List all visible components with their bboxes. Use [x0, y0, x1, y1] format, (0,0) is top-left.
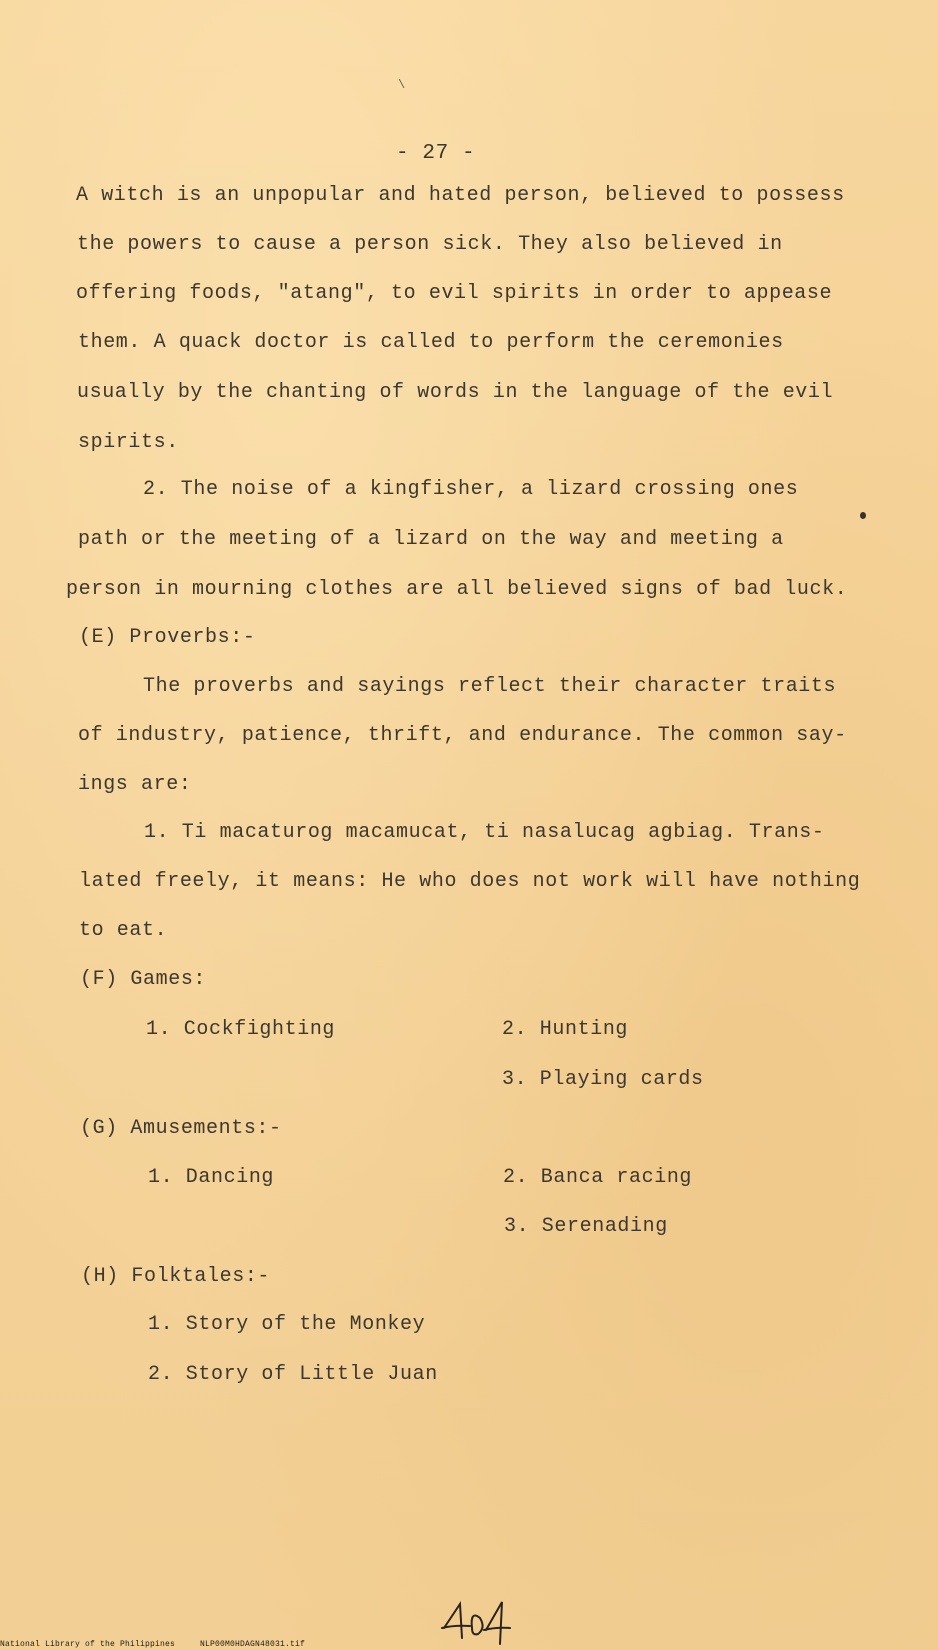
list-item: 2. Hunting	[502, 1018, 629, 1041]
text-line: path or the meeting of a lizard on the way and meeting a	[78, 528, 784, 551]
text-line: lated freely, it means: He who does not work will have nothing	[79, 870, 861, 893]
footer-file-id: NLP00M0HDAGN48031.tif	[200, 1640, 306, 1649]
text-line: offering foods, "atang", to evil spirits in order to appease	[76, 282, 833, 305]
list-item: 1. Story of the Monkey	[148, 1313, 426, 1336]
list-item: 2. Story of Little Juan	[148, 1363, 438, 1386]
page-number: - 27 -	[396, 142, 476, 165]
section-heading-folktales: (H) Folktales:-	[81, 1265, 271, 1288]
text-line: A witch is an unpopular and hated person, believed to possess	[76, 184, 845, 207]
handwritten-page-mark	[440, 1598, 522, 1650]
text-line: to eat.	[79, 919, 168, 942]
text-line: the powers to cause a person sick. They also believed in	[77, 233, 783, 256]
list-item: 1. Cockfighting	[146, 1018, 336, 1041]
section-heading-amusements: (G) Amusements:-	[80, 1117, 282, 1140]
ink-dot	[860, 512, 866, 519]
text-line: The proverbs and sayings reflect their character traits	[143, 675, 837, 698]
section-heading-games: (F) Games:	[80, 968, 207, 991]
list-item: 2. Banca racing	[503, 1166, 693, 1189]
text-line: 1. Ti macaturog macamucat, ti nasalucag agbiag. Trans-	[144, 821, 825, 844]
text-line: spirits.	[78, 431, 179, 454]
text-line: usually by the chanting of words in the language of the evil	[77, 381, 834, 404]
text-line: of industry, patience, thrift, and endurance. The common say-	[78, 724, 847, 747]
text-line: ings are:	[78, 773, 192, 796]
stray-mark: \	[398, 78, 406, 92]
text-line: person in mourning clothes are all believed signs of bad luck.	[66, 578, 848, 601]
text-line: 2. The noise of a kingfisher, a lizard crossing ones	[143, 478, 799, 501]
list-item: 1. Dancing	[148, 1166, 275, 1189]
footer-source: National Library of the Philippines	[0, 1640, 176, 1649]
text-line: them. A quack doctor is called to perform the ceremonies	[78, 331, 784, 354]
section-heading-proverbs: (E) Proverbs:-	[79, 626, 256, 649]
list-item: 3. Serenading	[504, 1215, 668, 1238]
list-item: 3. Playing cards	[502, 1068, 704, 1091]
